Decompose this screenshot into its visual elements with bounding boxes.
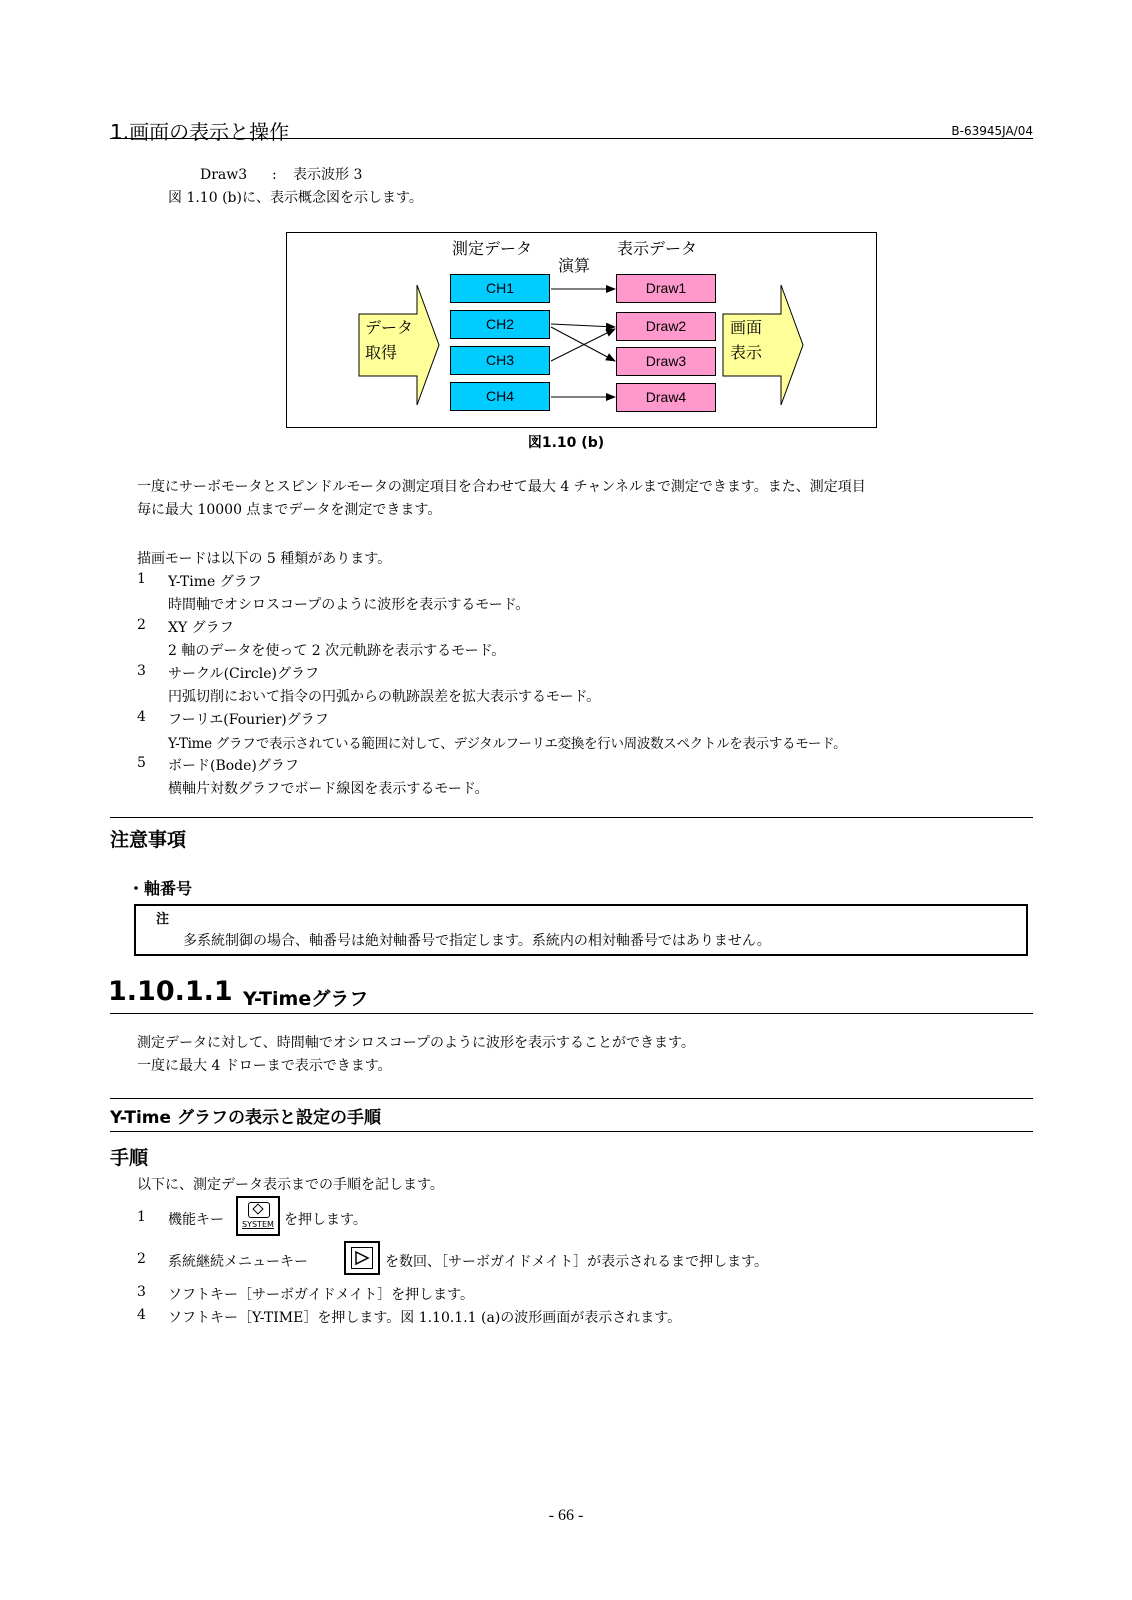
arrow-ch2-draw2 bbox=[551, 324, 615, 327]
note-label: 注 bbox=[156, 912, 170, 927]
paragraph-line: 一度にサーボモータとスピンドルモータの測定項目を合わせて最大 4 チャンネルまで測定できます。また、測定項目 bbox=[137, 479, 866, 495]
list-number: 1 bbox=[137, 571, 146, 587]
system-key-icon bbox=[248, 1202, 270, 1218]
step-number: 4 bbox=[137, 1307, 146, 1323]
draw-box-draw1: Draw1 bbox=[616, 274, 716, 303]
channel-box-ch2: CH2 bbox=[450, 310, 550, 339]
figure-reference: 図 1.10 (b)に、表示概念図を示します。 bbox=[168, 190, 423, 206]
step-text-after: を数回、［サーボガイドメイト］が表示されるまで押します。 bbox=[385, 1254, 769, 1270]
procedure-heading: Y-Time グラフの表示と設定の手順 bbox=[110, 1108, 381, 1128]
paragraph-line: 毎に最大 10000 点までデータを測定できます。 bbox=[137, 502, 442, 518]
procedure-rule-bottom bbox=[110, 1131, 1033, 1132]
procedure-rule-top bbox=[110, 1098, 1033, 1099]
procedure-intro: 以下に、測定データ表示までの手順を記します。 bbox=[137, 1177, 444, 1193]
step-text-before: 機能キー bbox=[168, 1212, 224, 1228]
section-paragraph-line: 一度に最大 4 ドローまで表示できます。 bbox=[137, 1058, 392, 1074]
acquire-label-1: データ bbox=[365, 318, 414, 337]
figure-caption: 図1.10 (b) bbox=[527, 435, 605, 451]
system-function-key[interactable] bbox=[236, 1196, 280, 1236]
mode-title: Y-Time グラフ bbox=[168, 574, 262, 590]
channel-box-ch3: CH3 bbox=[450, 346, 550, 375]
measure-data-label: 測定データ bbox=[452, 239, 533, 258]
section-title: Y-Timeグラフ bbox=[243, 988, 369, 1010]
mode-description: 2 軸のデータを使って 2 次元軌跡を表示するモード。 bbox=[168, 643, 506, 659]
mode-description: 横軸片対数グラフでボード線図を表示するモード。 bbox=[168, 781, 489, 797]
calc-label: 演算 bbox=[558, 256, 591, 275]
step-text: ソフトキー［Y-TIME］を押します。図 1.10.1.1 (a)の波形画面が表示されます。 bbox=[168, 1310, 682, 1326]
mode-description: Y-Time グラフで表示されている範囲に対して、デジタルフーリエ変換を行い周波数スペクトルを表示するモード。 bbox=[168, 736, 847, 752]
document-code: B-63945JA/04 bbox=[951, 124, 1033, 138]
steps-heading: 手順 bbox=[110, 1147, 149, 1169]
header-rule bbox=[110, 138, 1033, 139]
list-number: 3 bbox=[137, 663, 146, 679]
draw-box-draw3: Draw3 bbox=[616, 347, 716, 376]
step-text-before: 系統継続メニューキー bbox=[168, 1254, 308, 1270]
mode-description: 円弧切削において指令の円弧からの軌跡誤差を拡大表示するモード。 bbox=[168, 689, 601, 705]
note-text: 多系統制御の場合、軸番号は絶対軸番号で指定します。系統内の相対軸番号ではありません。 bbox=[183, 933, 771, 949]
section-rule bbox=[110, 817, 1033, 818]
continue-menu-key[interactable] bbox=[344, 1241, 380, 1275]
draw3-colon: : bbox=[272, 167, 277, 183]
list-number: 5 bbox=[137, 755, 146, 771]
display-data-label: 表示データ bbox=[617, 239, 698, 258]
list-number: 4 bbox=[137, 709, 146, 725]
acquire-label-2: 取得 bbox=[365, 343, 398, 362]
draw-box-draw2: Draw2 bbox=[616, 312, 716, 341]
step-text: ソフトキー［サーボガイドメイト］を押します。 bbox=[168, 1287, 475, 1303]
section-rule bbox=[110, 1013, 1033, 1014]
mode-title: ボード(Bode)グラフ bbox=[168, 758, 299, 774]
caution-heading: 注意事項 bbox=[110, 829, 187, 851]
note-box bbox=[134, 904, 1028, 956]
mode-title: サークル(Circle)グラフ bbox=[168, 666, 319, 682]
right-triangle-icon bbox=[351, 1247, 373, 1269]
channel-box-ch4: CH4 bbox=[450, 382, 550, 411]
section-paragraph-line: 測定データに対して、時間軸でオシロスコープのように波形を表示することができます。 bbox=[137, 1035, 695, 1051]
draw3-name: Draw3 bbox=[200, 167, 248, 183]
mode-title: フーリエ(Fourier)グラフ bbox=[168, 712, 329, 728]
step-number: 3 bbox=[137, 1284, 146, 1300]
step-number: 1 bbox=[137, 1209, 146, 1225]
section-number: 1.10.1.1 bbox=[108, 976, 233, 1007]
draw-box-draw4: Draw4 bbox=[616, 383, 716, 412]
step-text-after: を押します。 bbox=[284, 1212, 367, 1228]
list-number: 2 bbox=[137, 617, 146, 633]
screen-label-1: 画面 bbox=[730, 318, 763, 337]
screen-label-2: 表示 bbox=[730, 343, 763, 362]
axis-number-subheading: ・軸番号 bbox=[128, 879, 193, 898]
draw3-description: 表示波形 3 bbox=[293, 167, 363, 183]
page-number: - 66 - bbox=[548, 1507, 584, 1524]
modes-intro: 描画モードは以下の 5 種類があります。 bbox=[137, 551, 392, 567]
channel-box-ch1: CH1 bbox=[450, 274, 550, 303]
mode-description: 時間軸でオシロスコープのように波形を表示するモード。 bbox=[168, 597, 530, 613]
mode-title: XY グラフ bbox=[168, 620, 234, 636]
system-key-label: SYSTEM bbox=[242, 1220, 274, 1229]
display-concept-diagram bbox=[286, 232, 877, 428]
chapter-title: 1.画面の表示と操作 bbox=[110, 120, 290, 144]
step-number: 2 bbox=[137, 1251, 146, 1267]
